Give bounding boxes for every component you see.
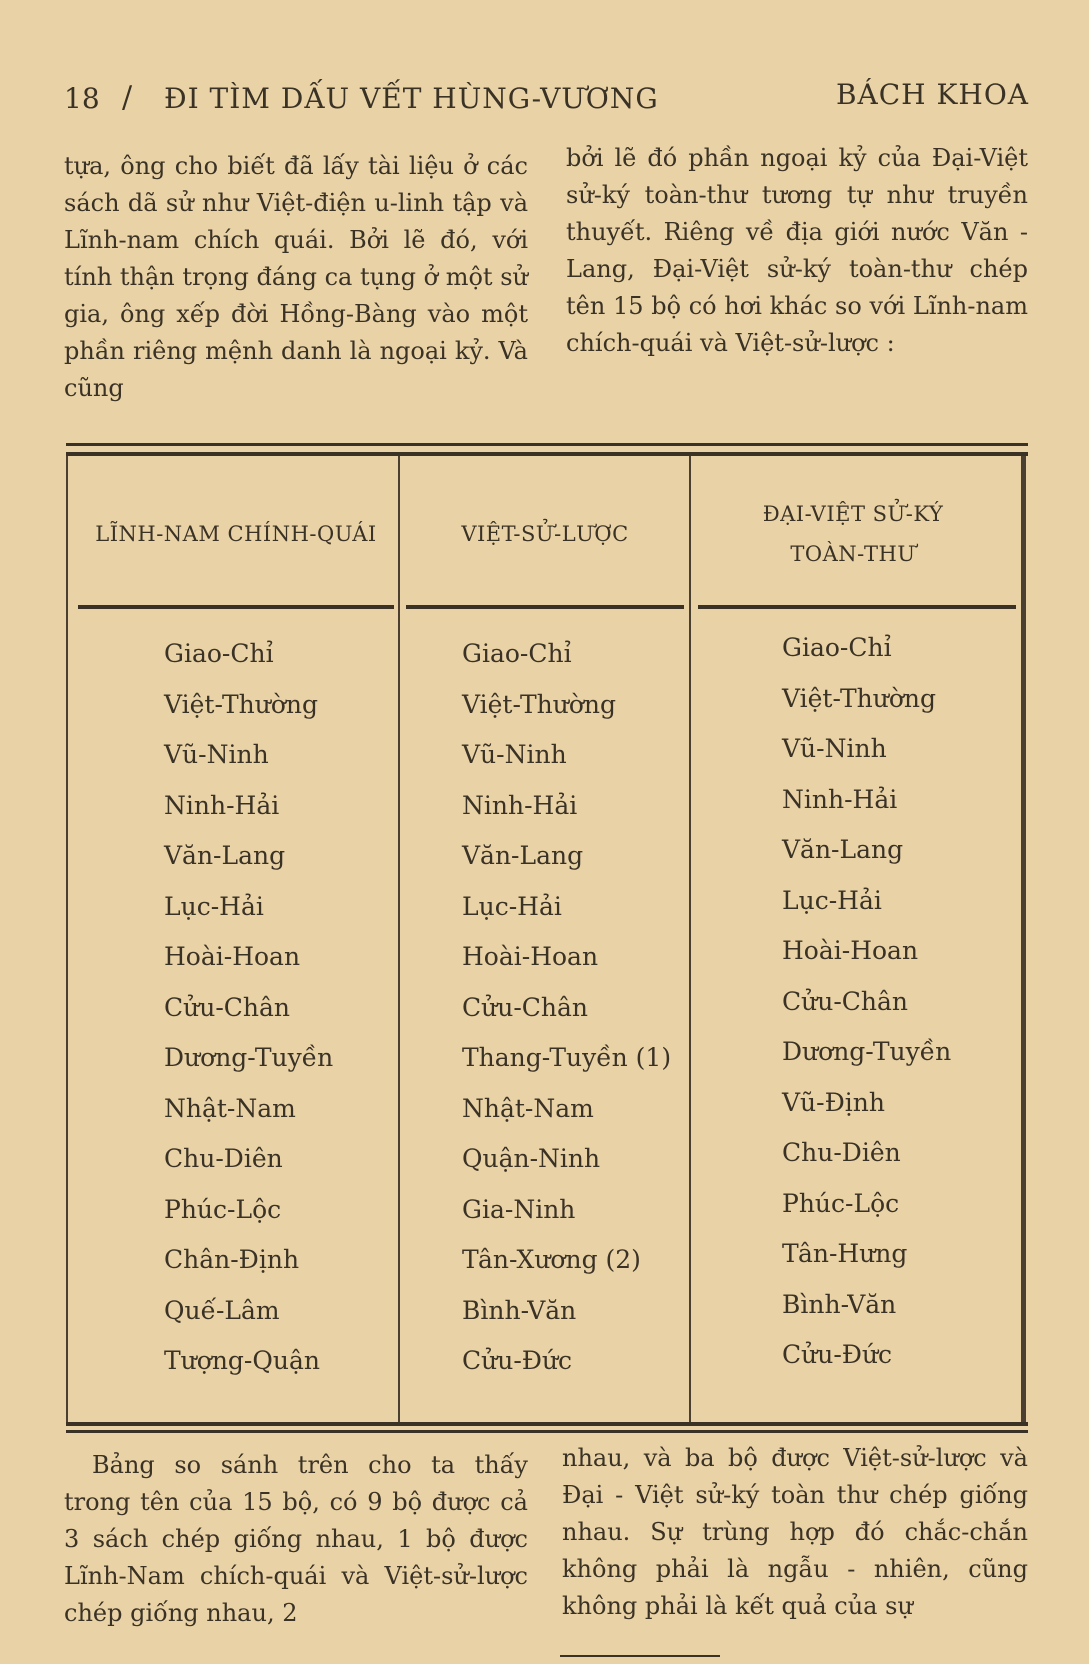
list-item: Dương-Tuyền (782, 1037, 952, 1066)
column-viet-su-luoc (462, 629, 671, 1387)
outro-left-text: Bảng so sánh trên cho ta thấy trong tên của 15 bộ, có 9 bộ được cả 3 sách chép giống nhau, 1 bộ được Lĩnh-Nam chích-quái và Việt-sử-lược chép giống nhau, 2 (64, 1451, 528, 1627)
table-right-border (1021, 456, 1026, 1423)
header-underline-2 (406, 605, 684, 609)
intro-right-column (566, 140, 1028, 362)
list-item: Nhật-Nam (462, 1093, 594, 1123)
list-item: Chu-Diên (782, 1138, 901, 1167)
header-underline-3 (698, 605, 1016, 609)
list-item: Bình-Văn (782, 1289, 897, 1319)
list-item: Cửu-Chân (462, 992, 589, 1022)
list-item: Tân-Xương (2) (462, 1245, 641, 1274)
list-item: Gia-Ninh (462, 1194, 576, 1224)
intro-right-text: bởi lẽ đó phần ngoại kỷ của Đại-Việt sử-ký toàn-thư tương tự như truyền thuyết. Riêng về địa giới nước Văn - Lang, Đại-Việt sử-ký toàn-thư chép tên 15 bộ có hơi khác so với Lĩnh-nam chích-quái và Việt-sử-lược : (566, 144, 1028, 357)
list-item: Cửu-Đức (782, 1340, 893, 1369)
list-item: Việt-Thường (164, 689, 319, 719)
column-dai-viet (782, 623, 951, 1381)
header-dai-viet: ĐẠI-VIỆT SỬ-KÝ TOÀN-THƯ (762, 502, 944, 566)
intro-left-column (64, 148, 528, 407)
list-item: Việt-Thường (462, 689, 617, 719)
list-item: Bình-Văn (462, 1295, 577, 1325)
list-item: Văn-Lang (462, 841, 584, 870)
table-top-rule-inner (66, 452, 1028, 456)
list-item: Văn-Lang (164, 841, 286, 870)
list-item: Cửu-Chân (164, 992, 291, 1022)
list-item: Thang-Tuyền (1) (462, 1043, 672, 1072)
list-item: Lục-Hải (462, 891, 562, 921)
comparison-table (66, 443, 1028, 1433)
list-item: Cửu-Chân (782, 986, 909, 1016)
column-divider-2 (689, 456, 691, 1423)
list-item: Vũ-Ninh (782, 734, 887, 763)
table-top-rule (66, 443, 1028, 446)
page-number: 18 (64, 82, 100, 115)
header-underline-1 (78, 605, 394, 609)
list-item: Hoài-Hoan (164, 942, 301, 971)
intro-left-text: tựa, ông cho biết đã lấy tài liệu ở các sách dã sử như Việt-điện u-linh tập và Lĩnh-nam chích quái. Bởi lẽ đó, với tính thận trọng đáng ca tụng ở một sử gia, ông xếp đời Hồng-Bàng vào một phần riêng mệnh danh là ngoại kỷ. Và cũng (64, 152, 528, 402)
list-item: Quế-Lâm (164, 1295, 280, 1325)
list-item: Cửu-Đức (462, 1346, 573, 1375)
column-linh-nam (164, 629, 333, 1387)
list-item: Vũ-Ninh (164, 740, 269, 769)
list-item: Vũ-Ninh (462, 740, 567, 769)
list-item: Ninh-Hải (462, 790, 578, 820)
list-item: Vũ-Định (782, 1087, 885, 1117)
list-item: Phúc-Lộc (164, 1194, 282, 1224)
table-left-border (66, 456, 68, 1423)
footnote-rule (560, 1655, 720, 1657)
list-item: Lục-Hải (782, 885, 882, 915)
list-item: Giao-Chỉ (462, 639, 572, 668)
list-item: Phúc-Lộc (782, 1188, 900, 1218)
list-item: Chân-Định (164, 1245, 300, 1274)
list-item: Tượng-Quận (164, 1346, 320, 1375)
list-item: Quận-Ninh (462, 1144, 601, 1173)
list-item: Nhật-Nam (164, 1093, 296, 1123)
magazine-name: BÁCH KHOA (835, 78, 1029, 111)
list-item: Hoài-Hoan (462, 942, 599, 971)
table-bottom-rule (66, 1430, 1028, 1433)
table-bottom-rule-inner (66, 1422, 1028, 1426)
page-header (64, 70, 1029, 120)
list-item: Hoài-Hoan (782, 936, 919, 965)
list-item: Dương-Tuyền (164, 1043, 334, 1072)
list-item: Việt-Thường (782, 683, 937, 713)
header-viet-su-luoc: VIỆT-SỬ-LƯỢC (461, 522, 629, 546)
header-linh-nam: LĨNH-NAM CHÍNH-QUÁI (95, 522, 377, 546)
list-item: Chu-Diên (164, 1144, 283, 1173)
column-divider-1 (398, 456, 400, 1423)
running-title: ĐI TÌM DẤU VẾT HÙNG-VƯƠNG (164, 82, 659, 115)
header-separator: / (122, 80, 133, 115)
list-item: Giao-Chỉ (164, 639, 274, 668)
list-item: Văn-Lang (782, 835, 904, 864)
list-item: Ninh-Hải (782, 784, 898, 814)
outro-right-text: nhau, và ba bộ được Việt-sử-lược và Đại - Việt sử-ký toàn thư chép giống nhau. Sự trùng hợp đó chắc-chắn không phải là ngẫu - nhiên, cũng không phải là kết quả của sự (562, 1444, 1028, 1620)
list-item: Lục-Hải (164, 891, 264, 921)
outro-left-column (64, 1447, 528, 1632)
list-item: Ninh-Hải (164, 790, 280, 820)
list-item: Giao-Chỉ (782, 633, 892, 662)
outro-right-column (562, 1440, 1028, 1625)
list-item: Tân-Hưng (782, 1239, 908, 1268)
